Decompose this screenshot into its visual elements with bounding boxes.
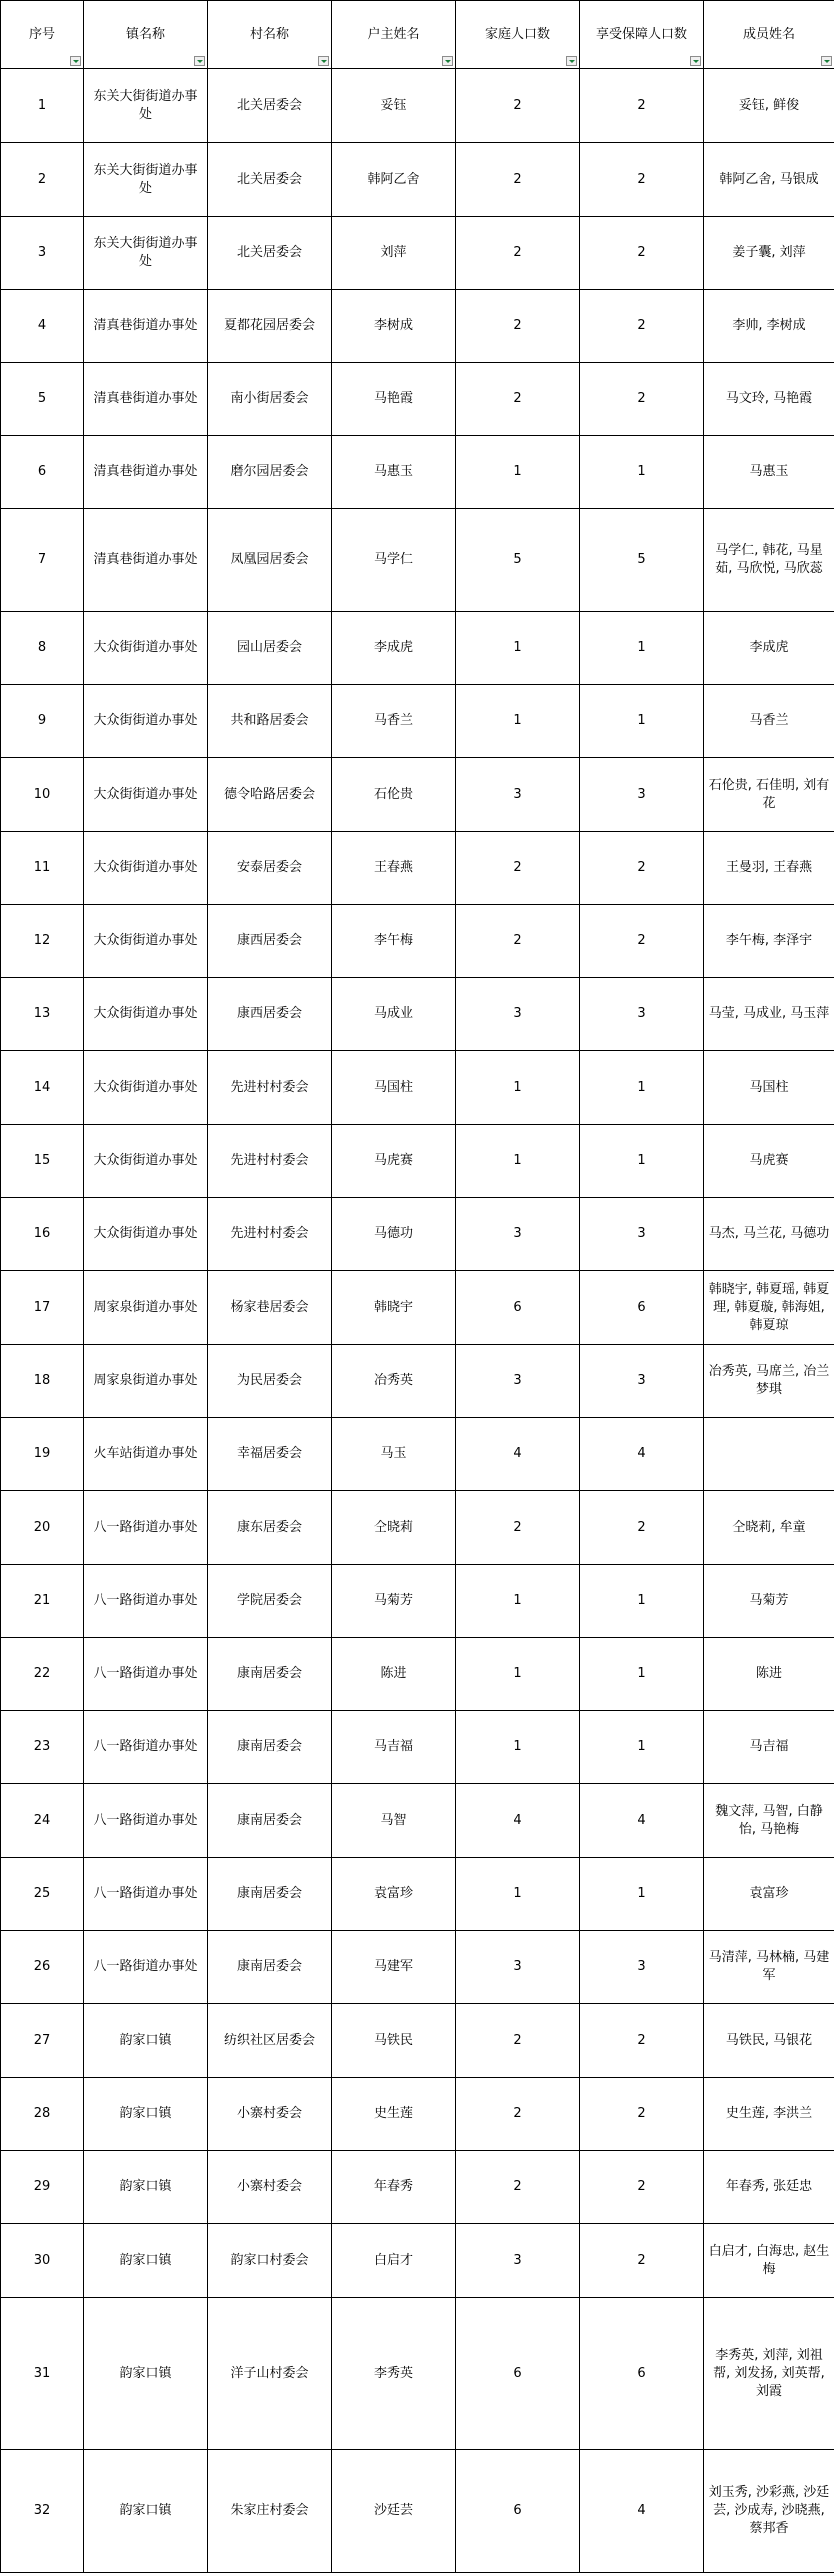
cell-seq[interactable]: 25 bbox=[1, 1858, 84, 1931]
cell-householder[interactable]: 马建军 bbox=[332, 1931, 456, 2004]
cell-family-size[interactable]: 1 bbox=[456, 1711, 580, 1784]
cell-town[interactable]: 八一路街道办事处 bbox=[84, 1491, 208, 1565]
table-row bbox=[1, 1565, 834, 1638]
cell-family-size[interactable]: 1 bbox=[456, 1638, 580, 1711]
table-row bbox=[1, 1491, 834, 1565]
table-row bbox=[1, 1784, 834, 1858]
table-row bbox=[1, 1858, 834, 1931]
table-row bbox=[1, 143, 834, 217]
cell-village[interactable]: 为民居委会 bbox=[208, 1345, 332, 1418]
cell-seq[interactable]: 30 bbox=[1, 2224, 84, 2298]
cell-village[interactable]: 康南居委会 bbox=[208, 1858, 332, 1931]
table-row bbox=[1, 1711, 834, 1784]
cell-members[interactable]: 马杰, 马兰花, 马德功 bbox=[704, 1198, 834, 1271]
cell-members[interactable]: 李成虎 bbox=[704, 612, 834, 685]
cell-seq[interactable]: 23 bbox=[1, 1711, 84, 1784]
cell-covered-count[interactable]: 1 bbox=[580, 685, 704, 758]
cell-householder[interactable]: 刘萍 bbox=[332, 217, 456, 290]
cell-covered-count[interactable]: 5 bbox=[580, 509, 704, 612]
cell-householder[interactable]: 马玉 bbox=[332, 1418, 456, 1491]
cell-members[interactable]: 马文玲, 马艳霞 bbox=[704, 363, 834, 436]
cell-village[interactable]: 朱家庄村委会 bbox=[208, 2450, 332, 2573]
cell-members[interactable]: 马铁民, 马银花 bbox=[704, 2004, 834, 2078]
cell-seq[interactable]: 13 bbox=[1, 978, 84, 1051]
cell-town[interactable]: 八一路街道办事处 bbox=[84, 1638, 208, 1711]
cell-members[interactable]: 马吉福 bbox=[704, 1711, 834, 1784]
cell-householder[interactable]: 马艳霞 bbox=[332, 363, 456, 436]
filter-dropdown-icon[interactable] bbox=[194, 56, 205, 66]
cell-seq[interactable]: 17 bbox=[1, 1271, 84, 1345]
table-row bbox=[1, 1345, 834, 1418]
cell-family-size[interactable]: 1 bbox=[456, 612, 580, 685]
cell-covered-count[interactable]: 1 bbox=[580, 1638, 704, 1711]
cell-covered-count[interactable]: 4 bbox=[580, 2450, 704, 2573]
cell-village[interactable]: 德令哈路居委会 bbox=[208, 758, 332, 832]
cell-members[interactable]: 马惠玉 bbox=[704, 436, 834, 509]
cell-members[interactable]: 马菊芳 bbox=[704, 1565, 834, 1638]
cell-town[interactable]: 韵家口镇 bbox=[84, 2298, 208, 2450]
cell-householder[interactable]: 马国柱 bbox=[332, 1051, 456, 1125]
cell-covered-count[interactable]: 2 bbox=[580, 832, 704, 905]
cell-village[interactable]: 康南居委会 bbox=[208, 1784, 332, 1858]
cell-householder[interactable]: 马德功 bbox=[332, 1198, 456, 1271]
cell-town[interactable]: 大众街街道办事处 bbox=[84, 978, 208, 1051]
cell-seq[interactable]: 32 bbox=[1, 2450, 84, 2573]
header-village bbox=[208, 1, 332, 69]
cell-covered-count[interactable]: 1 bbox=[580, 1711, 704, 1784]
cell-family-size[interactable]: 6 bbox=[456, 1271, 580, 1345]
cell-seq[interactable]: 12 bbox=[1, 905, 84, 978]
table-row bbox=[1, 436, 834, 509]
cell-covered-count[interactable]: 1 bbox=[580, 1565, 704, 1638]
cell-householder[interactable]: 白启才 bbox=[332, 2224, 456, 2298]
cell-family-size[interactable]: 1 bbox=[456, 436, 580, 509]
cell-covered-count[interactable]: 2 bbox=[580, 290, 704, 363]
table-row bbox=[1, 1931, 834, 2004]
cell-members[interactable]: 妥钰, 鲜俊 bbox=[704, 69, 834, 143]
cell-town[interactable]: 大众街街道办事处 bbox=[84, 1051, 208, 1125]
cell-town[interactable]: 韵家口镇 bbox=[84, 2004, 208, 2078]
cell-covered-count[interactable]: 2 bbox=[580, 69, 704, 143]
cell-village[interactable]: 夏都花园居委会 bbox=[208, 290, 332, 363]
cell-village[interactable]: 小寨村委会 bbox=[208, 2078, 332, 2151]
cell-householder[interactable]: 李成虎 bbox=[332, 612, 456, 685]
cell-family-size[interactable]: 1 bbox=[456, 1125, 580, 1198]
cell-covered-count[interactable]: 2 bbox=[580, 143, 704, 217]
cell-householder[interactable]: 韩晓宇 bbox=[332, 1271, 456, 1345]
cell-covered-count[interactable]: 2 bbox=[580, 2224, 704, 2298]
table-row bbox=[1, 290, 834, 363]
cell-village[interactable]: 安泰居委会 bbox=[208, 832, 332, 905]
cell-village[interactable]: 杨家巷居委会 bbox=[208, 1271, 332, 1345]
cell-family-size[interactable]: 2 bbox=[456, 2004, 580, 2078]
cell-village[interactable]: 共和路居委会 bbox=[208, 685, 332, 758]
cell-village[interactable]: 康南居委会 bbox=[208, 1931, 332, 2004]
cell-town[interactable]: 东关大街街道办事处 bbox=[84, 69, 208, 143]
cell-seq[interactable]: 14 bbox=[1, 1051, 84, 1125]
cell-town[interactable]: 韵家口镇 bbox=[84, 2224, 208, 2298]
cell-covered-count[interactable]: 2 bbox=[580, 2078, 704, 2151]
cell-householder[interactable]: 年春秀 bbox=[332, 2151, 456, 2224]
cell-family-size[interactable]: 4 bbox=[456, 1784, 580, 1858]
cell-members[interactable]: 石伦贵, 石佳明, 刘有花 bbox=[704, 758, 834, 832]
cell-town[interactable]: 大众街街道办事处 bbox=[84, 832, 208, 905]
cell-family-size[interactable]: 2 bbox=[456, 143, 580, 217]
table-row bbox=[1, 1125, 834, 1198]
cell-family-size[interactable]: 2 bbox=[456, 69, 580, 143]
filter-dropdown-icon[interactable] bbox=[821, 56, 832, 66]
cell-householder[interactable]: 袁富珍 bbox=[332, 1858, 456, 1931]
cell-members[interactable] bbox=[704, 1418, 834, 1491]
cell-family-size[interactable]: 2 bbox=[456, 290, 580, 363]
cell-town[interactable]: 东关大街街道办事处 bbox=[84, 217, 208, 290]
header-label: 村名称 bbox=[250, 27, 289, 42]
cell-members[interactable]: 李午梅, 李泽宇 bbox=[704, 905, 834, 978]
filter-dropdown-icon[interactable] bbox=[442, 56, 453, 66]
cell-covered-count[interactable]: 1 bbox=[580, 612, 704, 685]
cell-members[interactable]: 魏文萍, 马智, 白静怡, 马艳梅 bbox=[704, 1784, 834, 1858]
cell-village[interactable]: 园山居委会 bbox=[208, 612, 332, 685]
cell-members[interactable]: 姜子囊, 刘萍 bbox=[704, 217, 834, 290]
table-row bbox=[1, 978, 834, 1051]
cell-members[interactable]: 王曼羽, 王春燕 bbox=[704, 832, 834, 905]
cell-covered-count[interactable]: 1 bbox=[580, 436, 704, 509]
cell-village[interactable]: 北关居委会 bbox=[208, 217, 332, 290]
cell-village[interactable]: 先进村村委会 bbox=[208, 1125, 332, 1198]
table-row bbox=[1, 2224, 834, 2298]
cell-householder[interactable]: 马学仁 bbox=[332, 509, 456, 612]
cell-village[interactable]: 北关居委会 bbox=[208, 143, 332, 217]
cell-seq[interactable]: 6 bbox=[1, 436, 84, 509]
cell-householder[interactable]: 马成业 bbox=[332, 978, 456, 1051]
cell-members[interactable]: 仝晓莉, 牟童 bbox=[704, 1491, 834, 1565]
cell-covered-count[interactable]: 3 bbox=[580, 1345, 704, 1418]
cell-members[interactable]: 马虎赛 bbox=[704, 1125, 834, 1198]
filter-dropdown-icon[interactable] bbox=[318, 56, 329, 66]
cell-covered-count[interactable]: 3 bbox=[580, 1198, 704, 1271]
cell-village[interactable]: 学院居委会 bbox=[208, 1565, 332, 1638]
cell-family-size[interactable]: 1 bbox=[456, 1051, 580, 1125]
table-row bbox=[1, 905, 834, 978]
header-seq bbox=[1, 1, 84, 69]
cell-village[interactable]: 康南居委会 bbox=[208, 1638, 332, 1711]
cell-village[interactable]: 康南居委会 bbox=[208, 1711, 332, 1784]
cell-seq[interactable]: 31 bbox=[1, 2298, 84, 2450]
cell-family-size[interactable]: 2 bbox=[456, 905, 580, 978]
table-row bbox=[1, 2298, 834, 2450]
cell-householder[interactable]: 仝晓莉 bbox=[332, 1491, 456, 1565]
cell-village[interactable]: 先进村村委会 bbox=[208, 1051, 332, 1125]
table-row bbox=[1, 509, 834, 612]
cell-covered-count[interactable]: 1 bbox=[580, 1858, 704, 1931]
cell-covered-count[interactable]: 2 bbox=[580, 217, 704, 290]
cell-family-size[interactable]: 2 bbox=[456, 363, 580, 436]
cell-town[interactable]: 清真巷街道办事处 bbox=[84, 290, 208, 363]
cell-seq[interactable]: 11 bbox=[1, 832, 84, 905]
header-town bbox=[84, 1, 208, 69]
cell-householder[interactable]: 马智 bbox=[332, 1784, 456, 1858]
cell-village[interactable]: 纺织社区居委会 bbox=[208, 2004, 332, 2078]
cell-town[interactable]: 八一路街道办事处 bbox=[84, 1784, 208, 1858]
cell-members[interactable]: 李秀英, 刘萍, 刘祖帮, 刘发扬, 刘英帮, 刘霞 bbox=[704, 2298, 834, 2450]
cell-village[interactable]: 康西居委会 bbox=[208, 905, 332, 978]
cell-village[interactable]: 北关居委会 bbox=[208, 69, 332, 143]
cell-family-size[interactable]: 3 bbox=[456, 758, 580, 832]
cell-householder[interactable]: 王春燕 bbox=[332, 832, 456, 905]
cell-town[interactable]: 韵家口镇 bbox=[84, 2151, 208, 2224]
table-row bbox=[1, 363, 834, 436]
table-row bbox=[1, 2151, 834, 2224]
cell-covered-count[interactable]: 2 bbox=[580, 2151, 704, 2224]
header-members bbox=[704, 1, 834, 69]
cell-seq[interactable]: 24 bbox=[1, 1784, 84, 1858]
cell-householder[interactable]: 李树成 bbox=[332, 290, 456, 363]
cell-members[interactable]: 韩晓宇, 韩夏瑶, 韩夏理, 韩夏璇, 韩海姐, 韩夏琼 bbox=[704, 1271, 834, 1345]
cell-members[interactable]: 刘玉秀, 沙彩燕, 沙廷芸, 沙成寿, 沙晓燕, 蔡邦香 bbox=[704, 2450, 834, 2573]
cell-seq[interactable]: 2 bbox=[1, 143, 84, 217]
cell-householder[interactable]: 沙廷芸 bbox=[332, 2450, 456, 2573]
cell-family-size[interactable]: 4 bbox=[456, 1418, 580, 1491]
cell-householder[interactable]: 韩阿乙舍 bbox=[332, 143, 456, 217]
cell-members[interactable]: 李帅, 李树成 bbox=[704, 290, 834, 363]
table-row bbox=[1, 1198, 834, 1271]
cell-members[interactable]: 白启才, 白海忠, 赵生梅 bbox=[704, 2224, 834, 2298]
cell-members[interactable]: 马清萍, 马林楠, 马建军 bbox=[704, 1931, 834, 2004]
cell-family-size[interactable]: 6 bbox=[456, 2298, 580, 2450]
cell-covered-count[interactable]: 2 bbox=[580, 1491, 704, 1565]
cell-members[interactable]: 韩阿乙舍, 马银成 bbox=[704, 143, 834, 217]
cell-seq[interactable]: 5 bbox=[1, 363, 84, 436]
cell-family-size[interactable]: 1 bbox=[456, 1565, 580, 1638]
cell-town[interactable]: 东关大街街道办事处 bbox=[84, 143, 208, 217]
cell-village[interactable]: 小寨村委会 bbox=[208, 2151, 332, 2224]
cell-covered-count[interactable]: 1 bbox=[580, 1125, 704, 1198]
cell-householder[interactable]: 石伦贵 bbox=[332, 758, 456, 832]
cell-members[interactable]: 冶秀英, 马席兰, 冶兰梦琪 bbox=[704, 1345, 834, 1418]
header-label: 户主姓名 bbox=[367, 27, 419, 42]
cell-family-size[interactable]: 6 bbox=[456, 2450, 580, 2573]
cell-village[interactable]: 韵家口村委会 bbox=[208, 2224, 332, 2298]
header-covered-count bbox=[580, 1, 704, 69]
table-row bbox=[1, 2450, 834, 2573]
filter-dropdown-icon[interactable] bbox=[566, 56, 577, 66]
cell-householder[interactable]: 马香兰 bbox=[332, 685, 456, 758]
table-row bbox=[1, 1051, 834, 1125]
cell-town[interactable]: 八一路街道办事处 bbox=[84, 1858, 208, 1931]
cell-householder[interactable]: 冶秀英 bbox=[332, 1345, 456, 1418]
cell-seq[interactable]: 22 bbox=[1, 1638, 84, 1711]
table-row bbox=[1, 2078, 834, 2151]
filter-dropdown-icon[interactable] bbox=[690, 56, 701, 66]
table-row bbox=[1, 612, 834, 685]
cell-covered-count[interactable]: 2 bbox=[580, 363, 704, 436]
header-label: 家庭人口数 bbox=[485, 27, 550, 42]
header-family-size bbox=[456, 1, 580, 69]
cell-family-size[interactable]: 3 bbox=[456, 978, 580, 1051]
cell-town[interactable]: 周家泉街道办事处 bbox=[84, 1345, 208, 1418]
cell-town[interactable]: 大众街街道办事处 bbox=[84, 612, 208, 685]
cell-covered-count[interactable]: 6 bbox=[580, 1271, 704, 1345]
cell-village[interactable]: 磨尔园居委会 bbox=[208, 436, 332, 509]
filter-dropdown-icon[interactable] bbox=[70, 56, 81, 66]
cell-householder[interactable]: 马吉福 bbox=[332, 1711, 456, 1784]
header-label: 镇名称 bbox=[126, 27, 165, 42]
cell-village[interactable]: 康东居委会 bbox=[208, 1491, 332, 1565]
cell-family-size[interactable]: 2 bbox=[456, 2151, 580, 2224]
cell-seq[interactable]: 26 bbox=[1, 1931, 84, 2004]
header-label: 序号 bbox=[29, 27, 55, 42]
cell-seq[interactable]: 15 bbox=[1, 1125, 84, 1198]
cell-town[interactable]: 清真巷街道办事处 bbox=[84, 363, 208, 436]
cell-village[interactable]: 康西居委会 bbox=[208, 978, 332, 1051]
cell-village[interactable]: 幸福居委会 bbox=[208, 1418, 332, 1491]
cell-seq[interactable]: 3 bbox=[1, 217, 84, 290]
cell-seq[interactable]: 1 bbox=[1, 69, 84, 143]
cell-town[interactable]: 八一路街道办事处 bbox=[84, 1711, 208, 1784]
cell-members[interactable]: 马莹, 马成业, 马玉萍 bbox=[704, 978, 834, 1051]
table-row bbox=[1, 685, 834, 758]
cell-members[interactable]: 马学仁, 韩花, 马星茹, 马欣悦, 马欣蕊 bbox=[704, 509, 834, 612]
cell-family-size[interactable]: 5 bbox=[456, 509, 580, 612]
cell-members[interactable]: 马国柱 bbox=[704, 1051, 834, 1125]
cell-town[interactable]: 韵家口镇 bbox=[84, 2450, 208, 2573]
cell-seq[interactable]: 28 bbox=[1, 2078, 84, 2151]
cell-seq[interactable]: 27 bbox=[1, 2004, 84, 2078]
cell-family-size[interactable]: 3 bbox=[456, 1345, 580, 1418]
cell-town[interactable]: 八一路街道办事处 bbox=[84, 1565, 208, 1638]
cell-members[interactable]: 陈进 bbox=[704, 1638, 834, 1711]
cell-seq[interactable]: 20 bbox=[1, 1491, 84, 1565]
cell-seq[interactable]: 18 bbox=[1, 1345, 84, 1418]
cell-members[interactable]: 年春秀, 张廷忠 bbox=[704, 2151, 834, 2224]
cell-seq[interactable]: 21 bbox=[1, 1565, 84, 1638]
cell-town[interactable]: 大众街街道办事处 bbox=[84, 1198, 208, 1271]
cell-family-size[interactable]: 2 bbox=[456, 832, 580, 905]
cell-householder[interactable]: 李午梅 bbox=[332, 905, 456, 978]
cell-seq[interactable]: 19 bbox=[1, 1418, 84, 1491]
table-row bbox=[1, 2004, 834, 2078]
cell-town[interactable]: 大众街街道办事处 bbox=[84, 685, 208, 758]
cell-town[interactable]: 大众街街道办事处 bbox=[84, 905, 208, 978]
cell-householder[interactable]: 史生莲 bbox=[332, 2078, 456, 2151]
cell-family-size[interactable]: 3 bbox=[456, 1931, 580, 2004]
table-row bbox=[1, 1638, 834, 1711]
header-label: 成员姓名 bbox=[743, 27, 795, 42]
cell-town[interactable]: 大众街街道办事处 bbox=[84, 1125, 208, 1198]
cell-seq[interactable]: 16 bbox=[1, 1198, 84, 1271]
cell-seq[interactable]: 10 bbox=[1, 758, 84, 832]
cell-covered-count[interactable]: 4 bbox=[580, 1784, 704, 1858]
table-row bbox=[1, 217, 834, 290]
cell-householder[interactable]: 陈进 bbox=[332, 1638, 456, 1711]
cell-village[interactable]: 凤凰园居委会 bbox=[208, 509, 332, 612]
cell-covered-count[interactable]: 4 bbox=[580, 1418, 704, 1491]
cell-town[interactable]: 清真巷街道办事处 bbox=[84, 436, 208, 509]
table-row bbox=[1, 832, 834, 905]
cell-family-size[interactable]: 1 bbox=[456, 1858, 580, 1931]
cell-town[interactable]: 八一路街道办事处 bbox=[84, 1931, 208, 2004]
cell-family-size[interactable]: 1 bbox=[456, 685, 580, 758]
table-row bbox=[1, 69, 834, 143]
cell-covered-count[interactable]: 6 bbox=[580, 2298, 704, 2450]
cell-seq[interactable]: 4 bbox=[1, 290, 84, 363]
cell-village[interactable]: 洋子山村委会 bbox=[208, 2298, 332, 2450]
cell-town[interactable]: 火车站街道办事处 bbox=[84, 1418, 208, 1491]
cell-seq[interactable]: 7 bbox=[1, 509, 84, 612]
cell-village[interactable]: 先进村村委会 bbox=[208, 1198, 332, 1271]
cell-covered-count[interactable]: 2 bbox=[580, 2004, 704, 2078]
cell-seq[interactable]: 8 bbox=[1, 612, 84, 685]
cell-covered-count[interactable]: 3 bbox=[580, 1931, 704, 2004]
cell-town[interactable]: 清真巷街道办事处 bbox=[84, 509, 208, 612]
table-row bbox=[1, 1418, 834, 1491]
cell-family-size[interactable]: 2 bbox=[456, 2078, 580, 2151]
cell-members[interactable]: 史生莲, 李洪兰 bbox=[704, 2078, 834, 2151]
cell-covered-count[interactable]: 3 bbox=[580, 978, 704, 1051]
cell-family-size[interactable]: 2 bbox=[456, 217, 580, 290]
cell-seq[interactable]: 29 bbox=[1, 2151, 84, 2224]
cell-householder[interactable]: 马菊芳 bbox=[332, 1565, 456, 1638]
cell-covered-count[interactable]: 3 bbox=[580, 758, 704, 832]
cell-householder[interactable]: 马虎赛 bbox=[332, 1125, 456, 1198]
cell-seq[interactable]: 9 bbox=[1, 685, 84, 758]
cell-householder[interactable]: 李秀英 bbox=[332, 2298, 456, 2450]
cell-town[interactable]: 大众街街道办事处 bbox=[84, 758, 208, 832]
table-row bbox=[1, 758, 834, 832]
cell-family-size[interactable]: 3 bbox=[456, 1198, 580, 1271]
cell-family-size[interactable]: 2 bbox=[456, 1491, 580, 1565]
cell-householder[interactable]: 妥钰 bbox=[332, 69, 456, 143]
cell-family-size[interactable]: 3 bbox=[456, 2224, 580, 2298]
header-label: 享受保障人口数 bbox=[596, 27, 687, 42]
cell-covered-count[interactable]: 1 bbox=[580, 1051, 704, 1125]
table-row bbox=[1, 1271, 834, 1345]
cell-town[interactable]: 周家泉街道办事处 bbox=[84, 1271, 208, 1345]
cell-town[interactable]: 韵家口镇 bbox=[84, 2078, 208, 2151]
cell-householder[interactable]: 马铁民 bbox=[332, 2004, 456, 2078]
cell-covered-count[interactable]: 2 bbox=[580, 905, 704, 978]
cell-village[interactable]: 南小街居委会 bbox=[208, 363, 332, 436]
header-row bbox=[1, 1, 834, 69]
cell-householder[interactable]: 马惠玉 bbox=[332, 436, 456, 509]
cell-members[interactable]: 袁富珍 bbox=[704, 1858, 834, 1931]
header-householder bbox=[332, 1, 456, 69]
cell-members[interactable]: 马香兰 bbox=[704, 685, 834, 758]
